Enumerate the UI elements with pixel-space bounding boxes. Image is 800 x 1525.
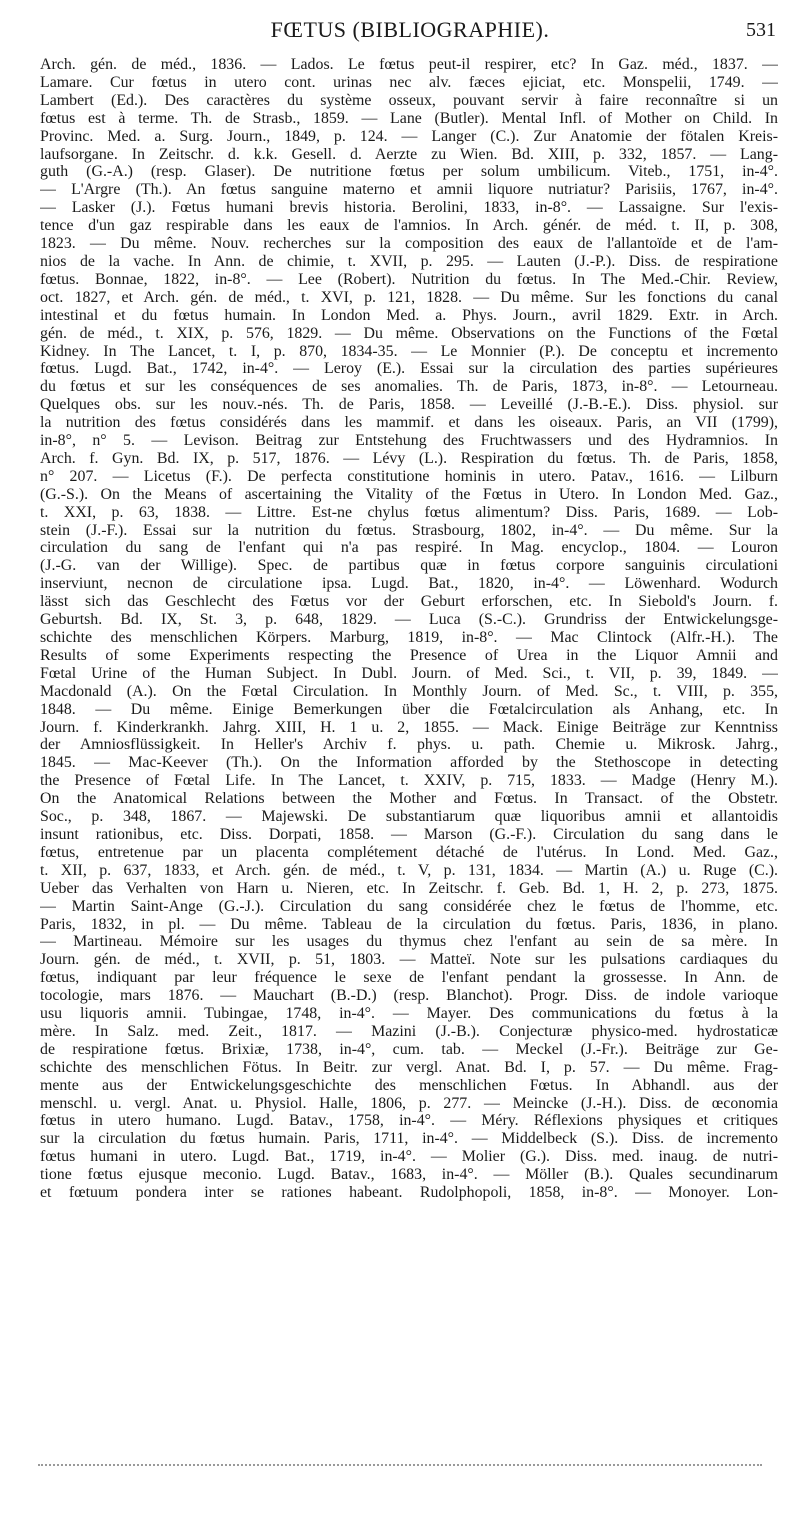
text-line: mente aus der Entwickelungsgeschichte des menschlichen Fœtus. In Abhandl. aus der (40, 1076, 778, 1094)
text-line: laufsorgane. In Zeitschr. d. k.k. Gesell. d. Aerzte zu Wien. Bd. XIII, p. 332, 1857. — Lang- (40, 145, 778, 163)
text-line: usu liquoris amnii. Tubingae, 1748, in-4°. — Mayer. Des communications du fœtus à la (40, 1005, 778, 1023)
text-line: Geburtsh. Bd. IX, St. 3, p. 648, 1829. — Luca (S.-C.). Grundriss der Entwickelungsge- (40, 611, 778, 629)
text-line: Paris, 1832, in pl. — Du même. Tableau de la circulation du fœtus. Paris, 1836, in plano. (40, 915, 778, 933)
text-line: inserviunt, necnon de circulatione ipsa. Lugd. Bat., 1820, in-4°. — Löwenhard. Wodurch (40, 575, 778, 593)
text-line: fœtus. Lugd. Bat., 1742, in-4°. — Leroy (E.). Essai sur la circulation des parties supérieures (40, 360, 778, 378)
text-line: Provinc. Med. a. Surg. Journ., 1849, p. 124. — Langer (C.). Zur Anatomie der fötalen Kreis- (40, 127, 778, 145)
text-line: schichte des menschlichen Körpers. Marburg, 1819, in-8°. — Mac Clintock (Alfr.-H.). The (40, 629, 778, 646)
text-line: 1823. — Du même. Nouv. recherches sur la composition des eaux de l'allantoïde et de l'am- (40, 235, 778, 253)
bibliography-text (40, 56, 778, 1446)
text-line: la nutrition des fœtus considérés dans les mammif. et dans les oiseaux. Paris, an VII (1799), (40, 414, 778, 432)
text-line: nios de la vache. In Ann. de chimie, t. XVII, p. 295. — Lauten (J.-P.). Diss. de respiratione (40, 252, 778, 270)
text-line: oct. 1827, et Arch. gén. de méd., t. XVI, p. 121, 1828. — Du même. Sur les fonctions du canal (40, 288, 778, 306)
text-line: Kidney. In The Lancet, t. I, p. 870, 1834-35. — Le Monnier (P.). De conceptu et incremento (40, 342, 778, 360)
text-line: der Amniosflüssigkeit. In Heller's Archiv f. phys. u. path. Chemie u. Mikrosk. Jahrg., (40, 736, 778, 754)
text-line: 1848. — Du même. Einige Bemerkungen über die Fœtalcirculation als Anhang, etc. In (40, 700, 778, 718)
text-line: in-8°, n° 5. — Levison. Beitrag zur Entstehung des Fruchtwassers und des Hydramnios. In (40, 432, 778, 450)
text-line: On the Anatomical Relations between the Mother and Fœtus. In Transact. of the Obstetr. (40, 790, 778, 808)
running-title: FŒTUS (BIBLIOGRAPHIE). (270, 17, 550, 42)
text-line: — Martineau. Mémoire sur les usages du thymus chez l'enfant au sein de sa mère. In (40, 933, 778, 951)
text-line: circulation du sang de l'enfant qui n'a pas respiré. In Mag. encyclop., 1804. — Louron (40, 539, 778, 557)
text-line: (J.-G. van der Willige). Spec. de partibus quæ in fœtus corpore sanguinis circulationi (40, 557, 778, 575)
text-line: tione fœtus ejusque meconio. Lugd. Batav., 1683, in-4°. — Möller (B.). Quales secundinarum (40, 1166, 778, 1184)
text-line: insunt rationibus, etc. Diss. Dorpati, 1858. — Marson (G.-F.). Circulation du sang dans le (40, 825, 778, 843)
text-line: gén. de méd., t. XIX, p. 576, 1829. — Du même. Observations on the Functions of the Fœtal (40, 324, 778, 342)
page-header (40, 10, 780, 50)
text-line: stein (J.-F.). Essai sur la nutrition du fœtus. Strasbourg, 1802, in-4°. — Du même. Sur la (40, 521, 778, 539)
text-line: Ueber das Verhalten von Harn u. Nieren, etc. In Zeitschr. f. Geb. Bd. 1, H. 2, p. 273, 1875. (40, 879, 778, 897)
text-line: menschl. u. vergl. Anat. u. Physiol. Halle, 1806, p. 277. — Meincke (J.-H.). Diss. de œconomia (40, 1094, 778, 1112)
text-line: lässt sich das Geschlecht des Fœtus vor der Geburt erforschen, etc. In Siebold's Journ. f. (40, 593, 778, 611)
text-line: Arch. gén. de méd., 1836. — Lados. Le fœtus peut-il respirer, etc? In Gaz. méd., 1837. — (40, 56, 778, 73)
footer-dotted-rule (38, 1464, 762, 1466)
text-line: intestinal et du fœtus humain. In London Med. a. Phys. Journ., avril 1829. Extr. in Arch. (40, 306, 778, 324)
text-line: Journ. gén. de méd., t. XVII, p. 51, 1803. — Matteï. Note sur les pulsations cardiaques du (40, 951, 778, 969)
text-line: fœtus humani in utero. Lugd. Bat., 1719, in-4°. — Molier (G.). Diss. med. inaug. de nutri- (40, 1148, 778, 1166)
text-line: Lambert (Ed.). Des caractères du système osseux, pouvant servir à faire reconnaître si un (40, 91, 778, 109)
text-line: sur la circulation du fœtus humain. Paris, 1711, in-4°. — Middelbeck (S.). Diss. de incremento (40, 1130, 778, 1148)
text-line: fœtus est à terme. Th. de Strasb., 1859. — Lane (Butler). Mental Infl. of Mother on Child. In (40, 109, 778, 127)
text-line: fœtus, indiquant par leur fréquence le sexe de l'enfant pendant la grossesse. In Ann. de (40, 969, 778, 987)
text-line: — Lasker (J.). Fœtus humani brevis historia. Berolini, 1833, in-8°. — Lassaigne. Sur l'exis- (40, 199, 778, 217)
text-line: schichte des menschlichen Fötus. In Beitr. zur vergl. Anat. Bd. I, p. 57. — Du même. Frag- (40, 1058, 778, 1076)
text-line: de respiratione fœtus. Brixiæ, 1738, in-4°, cum. tab. — Meckel (J.-Fr.). Beiträge zur Ge- (40, 1040, 778, 1058)
text-line: Fœtal Urine of the Human Subject. In Dubl. Journ. of Med. Sci., t. VII, p. 39, 1849. — (40, 664, 778, 682)
text-line: du fœtus et sur les conséquences de ses anomalies. Th. de Paris, 1873, in-8°. — Letourneau. (40, 378, 778, 396)
text-line: fœtus in utero humano. Lugd. Batav., 1758, in-4°. — Méry. Réflexions physiques et critiques (40, 1112, 778, 1130)
text-line: Lamare. Cur fœtus in utero cont. urinas nec alv. fæces ejiciat, etc. Monspelii, 1749. — (40, 73, 778, 91)
text-line: Journ. f. Kinderkrankh. Jahrg. XIII, H. 1 u. 2, 1855. — Mack. Einige Beiträge zur Kenntniss (40, 718, 778, 736)
page-number: 531 (746, 19, 776, 41)
text-line: n° 207. — Licetus (F.). De perfecta constitutione hominis in utero. Patav., 1616. — Lilburn (40, 467, 778, 485)
text-line: Macdonald (A.). On the Fœtal Circulation. In Monthly Journ. of Med. Sc., t. VIII, p. 355, (40, 682, 778, 700)
text-line: et fœtuum pondera inter se rationes habeant. Rudolphopoli, 1858, in-8°. — Monoyer. Lon- (40, 1184, 778, 1202)
text-line: — Martin Saint-Ange (G.-J.). Circulation du sang considérée chez le fœtus de l'homme, etc. (40, 897, 778, 915)
text-line: the Presence of Fœtal Life. In The Lancet, t. XXIV, p. 715, 1833. — Madge (Henry M.). (40, 772, 778, 790)
text-line: t. XII, p. 637, 1833, et Arch. gén. de méd., t. V, p. 131, 1834. — Martin (A.) u. Ruge (C.). (40, 861, 778, 879)
text-line: guth (G.-A.) (resp. Glaser). De nutritione fœtus per solum umbilicum. Viteb., 1751, in-4°. (40, 163, 778, 181)
text-line: tocologie, mars 1876. — Mauchart (B.-D.) (resp. Blanchot). Progr. Diss. de indole varioque (40, 987, 778, 1005)
text-line: (G.-S.). On the Means of ascertaining the Vitality of the Fœtus in Utero. In London Med. Gaz., (40, 485, 778, 503)
text-line: Results of some Experiments respecting the Presence of Urea in the Liquor Amnii and (40, 646, 778, 664)
text-line: tence d'un gaz respirable dans les eaux de l'amnios. In Arch. génér. de méd. t. II, p. 308, (40, 217, 778, 235)
text-line: Arch. f. Gyn. Bd. IX, p. 517, 1876. — Lévy (L.). Respiration du fœtus. Th. de Paris, 1858, (40, 449, 778, 467)
text-line: 1845. — Mac-Keever (Th.). On the Information afforded by the Stethoscope in detecting (40, 754, 778, 772)
text-line: Soc., p. 348, 1867. — Majewski. De substantiarum quæ liquoribus amnii et allantoidis (40, 808, 778, 826)
text-line: fœtus, entretenue par un placenta complétement détaché de l'utérus. In Lond. Med. Gaz., (40, 843, 778, 861)
text-line: mère. In Salz. med. Zeit., 1817. — Mazini (J.-B.). Conjecturæ physico-med. hydrostaticæ (40, 1022, 778, 1040)
text-line: t. XXI, p. 63, 1838. — Littre. Est-ne chylus fœtus alimentum? Diss. Paris, 1689. — Lob- (40, 503, 778, 521)
text-line: fœtus. Bonnae, 1822, in-8°. — Lee (Robert). Nutrition du fœtus. In The Med.-Chir. Review, (40, 270, 778, 288)
text-line: — L'Argre (Th.). An fœtus sanguine materno et amnii liquore nutriatur? Parisiis, 1767, in-4°. (40, 181, 778, 199)
text-line: Quelques obs. sur les nouv.-nés. Th. de Paris, 1858. — Leveillé (J.-B.-E.). Diss. physiol. sur (40, 396, 778, 414)
